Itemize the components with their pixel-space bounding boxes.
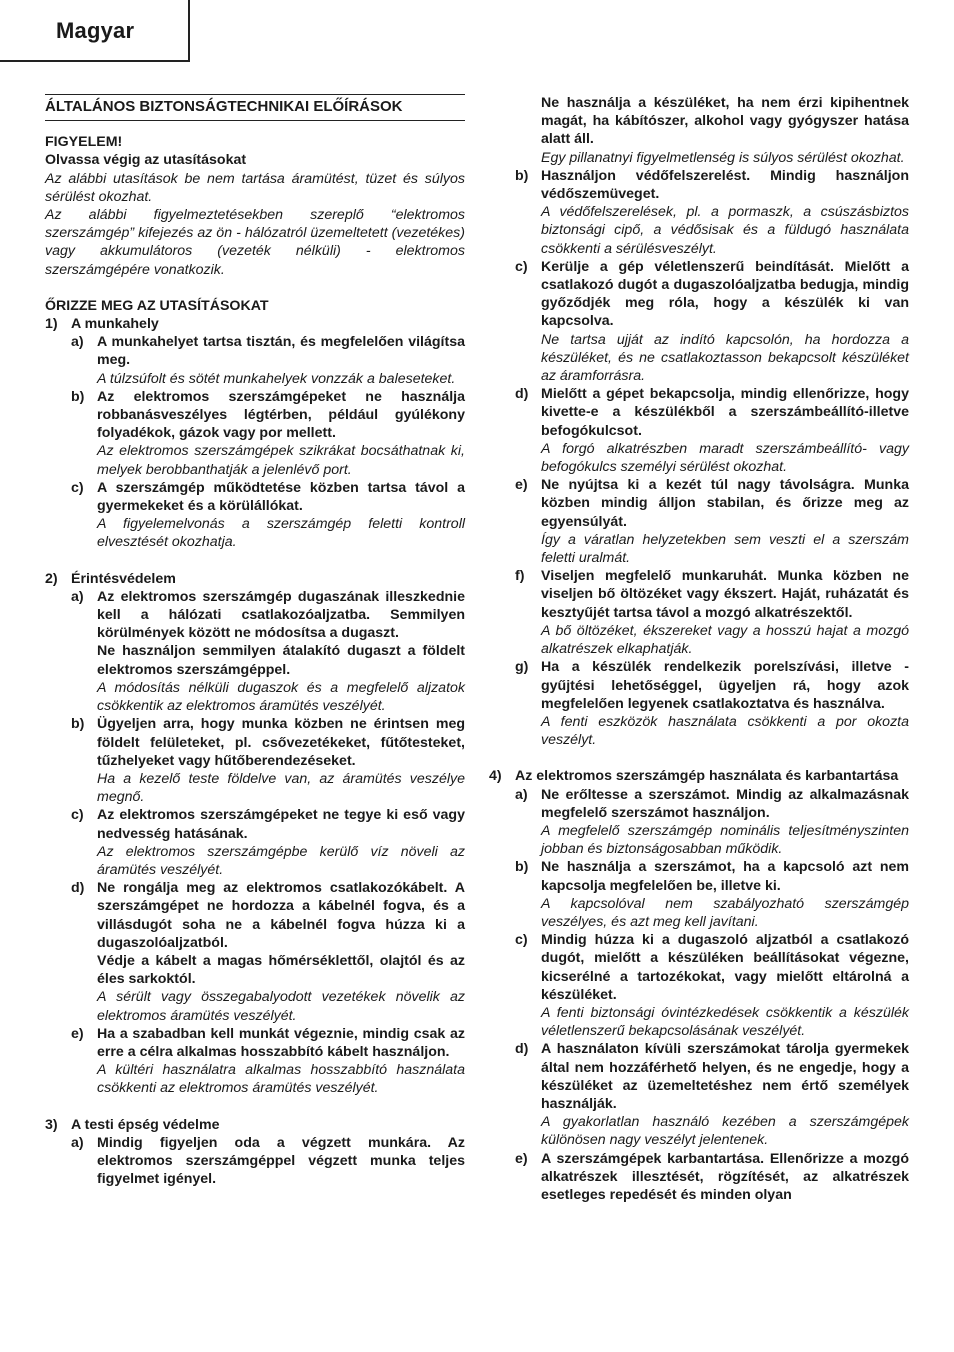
item-label: f) <box>515 568 525 585</box>
section-title: Az elektromos szerszámgép használata és karbantartása <box>515 768 899 785</box>
section-4 <box>489 767 909 785</box>
list-item <box>71 588 465 715</box>
warning-label: FIGYELEM! <box>45 134 123 151</box>
item-instruction: Ügyeljen arra, hogy munka közben ne érintsen meg földelt felületeket, pl. csővezetékeket, fűtőtesteket, tűzhelyeket vagy hűtőberendezéseket. <box>97 716 465 769</box>
item-explanation: A fenti eszközök használata csökkenti a por okozta veszélyt. <box>541 713 909 749</box>
item-label: b) <box>515 859 529 876</box>
item-label: c) <box>515 932 528 949</box>
list-item <box>515 858 909 931</box>
section-number: 1) <box>45 316 58 333</box>
list-item <box>515 658 909 749</box>
item-instruction: A szerszámgép működtetése közben tartsa távol a gyermekeket és a körülállókat. <box>97 479 465 515</box>
list-item-continued <box>515 94 909 167</box>
list-item <box>515 167 909 258</box>
item-instruction: A szerszámgépek karbantartása. Ellenőrizze a mozgó alkatrészek illesztését, rögzítését, az alkatrészek esetleges repedését és minden olyan <box>541 1150 909 1203</box>
list-item <box>71 879 465 1025</box>
language-tab <box>0 0 190 62</box>
section-title: A munkahely <box>71 316 159 333</box>
item-instruction: Ne nyújtsa ki a kezét túl nagy távolságra. Munka közben mindig álljon stabilan, és őrizze meg az egyensúlyát. <box>541 477 909 530</box>
item-label: d) <box>515 1041 529 1058</box>
item-explanation: A módosítás nélküli dugaszok és a megfelelő aljzatok csökkentik az elektromos áramütés veszélyét. <box>97 679 465 715</box>
item-explanation: Ha a kezelő teste földelve van, az áramütés veszélye megnő. <box>97 770 465 806</box>
item-label: d) <box>71 880 85 897</box>
list-item <box>71 333 465 388</box>
item-instruction-extra: Védje a kábelt a magas hőmérséklettől, olajtól és az éles sarkoktól. <box>97 952 465 988</box>
item-instruction: Mielőtt a gépet bekapcsolja, mindig ellenőrizze, hogy kivette-e a készülékből a szerszámbeállító-illetve befogókulcsot. <box>541 386 909 439</box>
item-explanation: Az elektromos szerszámgépbe kerülő víz növeli az áramütés veszélyét. <box>97 843 465 878</box>
section-title: A testi épség védelme <box>71 1116 220 1133</box>
item-instruction: Ha a szabadban kell munkát végeznie, mindig csak az erre a célra alkalmas hosszabbító kábelt használjon. <box>97 1025 465 1060</box>
item-label: c) <box>515 258 528 275</box>
item-instruction: Az elektromos szerszámgép dugaszának illeszkednie kell a hálózati csatlakozóaljzatba. Semmilyen körülmények között ne módosítsa a dugaszt. <box>97 588 465 642</box>
item-instruction-extra: Ne használjon semmilyen átalakító dugaszt a földelt elektromos szerszámgéppel. <box>97 643 465 678</box>
item-instruction: Ha a készülék rendelkezik porelszívási, illetve - gyűjtési lehetőséggel, ügyeljen rá, hogy azok megfelelően legyenek csatlakoztatva és használva. <box>541 659 909 712</box>
item-instruction: Az elektromos szerszámgépeket ne tegye ki eső vagy nedvesség hatásának. <box>97 807 465 842</box>
item-explanation: A védőfelszerelések, pl. a pormaszk, a csúszásbiztos biztonsági cipő, a védősisak és a füldugó használata csökkenti a sérülésveszélyt. <box>541 204 909 257</box>
list-item <box>515 258 909 385</box>
item-label: d) <box>515 386 529 403</box>
item-instruction: Ne erőltesse a szerszámot. Mindig az alkalmazásnak megfelelő szerszámot használjon. <box>541 786 909 821</box>
item-label: a) <box>71 334 84 351</box>
keep-instructions-title: ŐRIZZE MEG AZ UTASÍTÁSOKAT <box>45 297 269 314</box>
list-item <box>71 806 465 879</box>
item-label: b) <box>515 167 529 184</box>
item-label: a) <box>515 786 528 803</box>
item-explanation: A bő öltözéket, ékszereket vagy a hosszú hajat a mozgó alkatrészek elkaphatják. <box>541 622 909 658</box>
section-3 <box>45 1116 465 1134</box>
item-instruction: Viseljen megfelelő munkaruhát. Munka közben ne viseljen bő öltözéket vagy ékszert. Haját, ruházatát és kesztyűjét tartsa távol a mozgó alkatrészektől. <box>541 568 909 621</box>
section-number: 4) <box>489 768 502 785</box>
section-number: 3) <box>45 1116 58 1133</box>
list-item <box>515 1150 909 1205</box>
item-explanation: Így a váratlan helyzetekben sem veszti el a szerszám feletti uralmát. <box>541 531 909 567</box>
page-title: ÁLTALÁNOS BIZTONSÁGTECHNIKAI ELŐÍRÁSOK <box>45 94 465 121</box>
section-number: 2) <box>45 570 58 587</box>
item-instruction: Mindig figyeljen oda a végzett munkára. Az elektromos szerszámgéppel végzett munka teljes figyelmet igényel. <box>97 1134 465 1188</box>
item-label: e) <box>515 477 528 494</box>
item-instruction: Ne használja a szerszámot, ha a kapcsoló azt nem kapcsolja megfelelően be, illetve ki. <box>541 859 909 894</box>
list-item <box>71 1025 465 1098</box>
item-explanation: A figyelemelvonás a szerszámgép feletti kontroll elvesztését okozhatja. <box>97 516 465 551</box>
item-instruction: Az elektromos szerszámgépeket ne használja robbanásveszélyes légtérben, például gyúlékony folyadékok, gázok vagy por mellett. <box>97 388 465 442</box>
list-item <box>515 385 909 476</box>
language-label: Magyar <box>56 18 135 43</box>
item-explanation: A kapcsolóval nem szabályozható szerszámgép veszélyes, és azt meg kell javítani. <box>541 895 909 930</box>
item-explanation: Egy pillanatnyi figyelmetlenség is súlyos sérülést okozhat. <box>541 149 905 166</box>
section-2 <box>45 570 465 588</box>
item-label: b) <box>71 716 85 733</box>
item-explanation: Az elektromos szerszámgépek szikrákat bocsáthatnak ki, melyek berobbanthatják a jelenlévő port. <box>97 443 465 478</box>
list-item <box>515 1040 909 1149</box>
list-item <box>515 786 909 859</box>
item-label: a) <box>71 1134 84 1151</box>
item-instruction: Használjon védőfelszerelést. Mindig használjon védőszemüveget. <box>541 167 909 203</box>
item-label: b) <box>71 388 85 405</box>
item-instruction: Ne rongálja meg az elektromos csatlakozókábelt. A szerszámgépet ne hordozza a kábelnél fogva, és a villásdugót soha ne a kábelnél fogva húzza ki a dugaszolóaljzatból. <box>97 880 465 951</box>
list-item <box>71 715 465 806</box>
list-item <box>515 567 909 658</box>
list-item <box>515 931 909 1040</box>
item-explanation: A kültéri használatra alkalmas hosszabbító használata csökkenti az elektromos áramütés veszélyét. <box>97 1062 465 1097</box>
item-explanation: A túlzsúfolt és sötét munkahelyek vonzzák a baleseteket. <box>97 370 456 387</box>
term-definition-text: Az alábbi figyelmeztetésekben szereplő “elektromos szerszámgép” kifejezés az ön - hálózatról üzemeltetett (vezetékes) vagy akkumulátoros (vezeték nélküli) - elektromos szerszámgépére vonatkozik. <box>45 207 465 278</box>
item-label: a) <box>71 588 84 605</box>
section-1 <box>45 315 465 333</box>
item-explanation: A sérült vagy összegabalyodott vezetékek növelik az elektromos áramütés veszélyét. <box>97 989 465 1024</box>
list-item <box>71 1134 465 1189</box>
right-column <box>489 94 909 1204</box>
read-instructions-title: Olvassa végig az utasításokat <box>45 152 247 169</box>
item-instruction: A munkahelyet tartsa tisztán, és megfelelően világítsa meg. <box>97 334 465 369</box>
item-explanation: A megfelelő szerszámgép nominális teljesítményszinten jobban és biztonságosabban működik. <box>541 822 909 858</box>
item-instruction: Kerülje a gép véletlenszerű beindítását. Mielőtt a csatlakozó dugót a dugaszolóaljzatba bedugja, mindig győződjék meg róla, hogy a készülék ki van kapcsolva. <box>541 258 909 330</box>
list-item <box>515 476 909 567</box>
item-label: e) <box>71 1025 84 1042</box>
item-label: c) <box>71 807 84 824</box>
read-instructions-text: Az alábbi utasítások be nem tartása áramütést, tüzet és súlyos sérülést okozhat. <box>45 170 465 205</box>
item-instruction: A használaton kívüli szerszámokat tárolja gyermekek által nem hozzáférhető helyen, és ne engedje, hogy a készüléket az üzemeltetéshez nem értő személyek használják. <box>541 1041 909 1112</box>
list-item <box>71 479 465 552</box>
item-explanation: A fenti biztonsági óvintézkedések csökkentik a készülék véletlenszerű bekapcsolásának veszélyét. <box>541 1004 909 1040</box>
item-label: g) <box>515 659 529 676</box>
item-instruction-continued: Ne használja a készüléket, ha nem érzi kipihentnek magát, ha kábítószer, alkohol vagy gyógyszer hatása alatt áll. <box>541 95 909 148</box>
item-label: e) <box>515 1150 528 1167</box>
item-explanation: Ne tartsa ujját az indító kapcsolón, ha hordozza a készüléket, és ne csatlakoztasson bekapcsolt készüléket az áramforrásra. <box>541 331 909 385</box>
list-item <box>71 388 465 479</box>
item-explanation: A gyakorlatlan használó kezében a szerszámgépek különösen nagy veszélyt jelentenek. <box>541 1114 909 1149</box>
left-column <box>45 94 465 1188</box>
item-explanation: A forgó alkatrészben maradt szerszámbeállító- vagy befogókulcs személyi sérülést okozhat. <box>541 440 909 476</box>
section-title: Érintésvédelem <box>71 570 176 587</box>
item-instruction: Mindig húzza ki a dugaszoló aljzatból a csatlakozó dugót, mielőtt a készüléken beállításokat végezne, kicserélné a tartozékokat, vagy mielőtt eltárolná a készüléket. <box>541 932 909 1003</box>
item-label: c) <box>71 479 84 496</box>
